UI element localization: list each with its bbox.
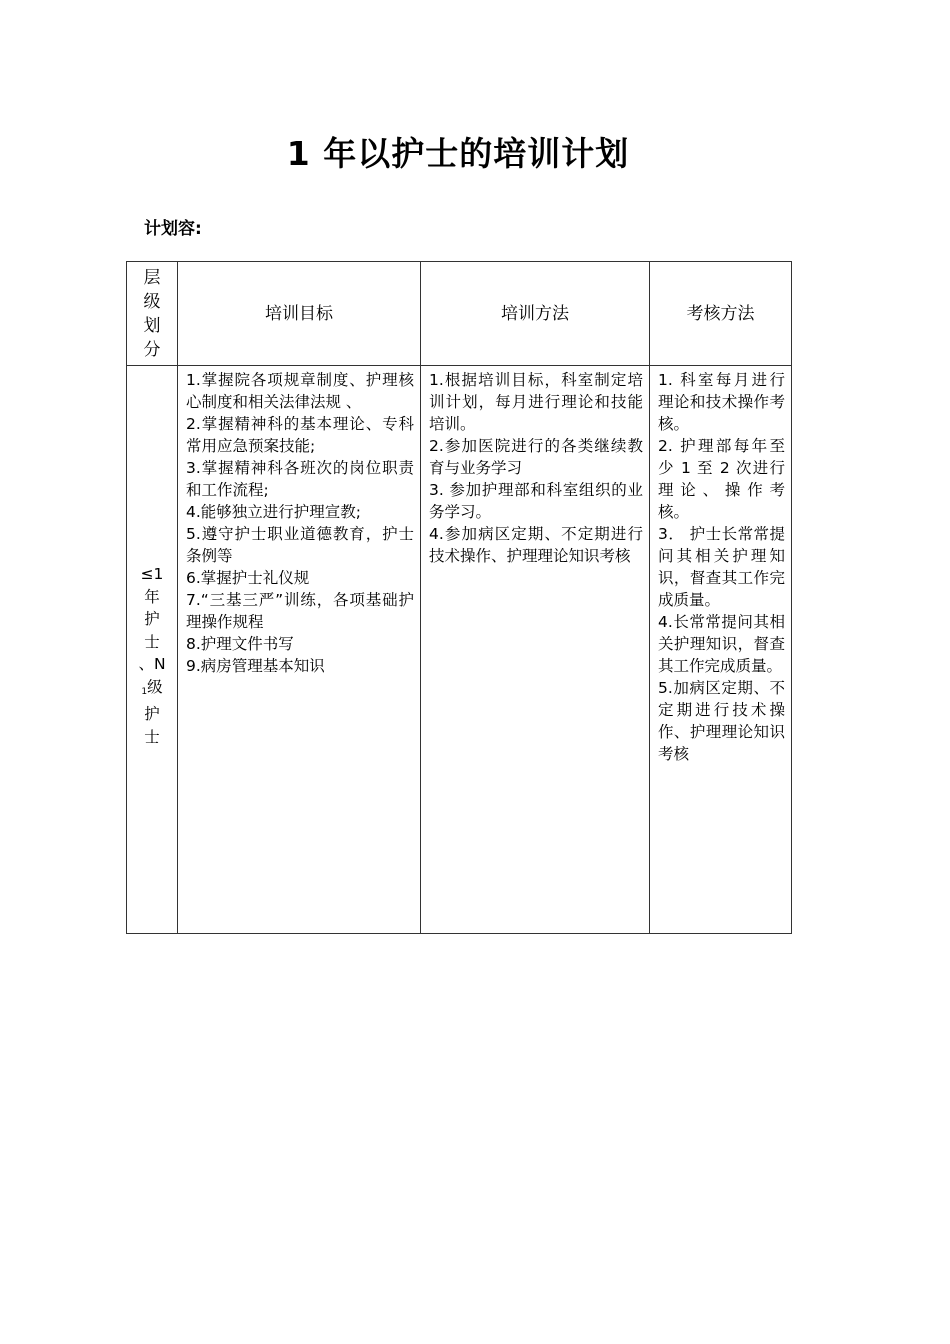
header-level-char: 划 <box>143 315 161 336</box>
goal-item: 8.护理文件书写 <box>186 635 294 653</box>
header-level-char: 级 <box>143 291 161 312</box>
level-subscript: 1 <box>141 686 148 697</box>
level-text <box>127 563 177 748</box>
assessments-list <box>650 366 791 765</box>
page-title: 1 年以护士的培训计划 <box>286 134 630 173</box>
level-char: 士 <box>144 727 160 746</box>
goal-item: 1.掌握院各项规章制度、护理核心制度和相关法律法规 、 <box>186 371 414 411</box>
level-char: 护 <box>144 610 160 628</box>
assessment-item: 4.长常常提问其相关护理知识，督查其工作完成质量。 <box>658 613 785 675</box>
header-method: 培训方法 <box>421 262 650 366</box>
level-char: ≤1 <box>140 565 164 583</box>
method-item: 3. 参加护理部和科室组织的业务学习。 <box>429 481 643 521</box>
assessment-item: 3． 护士长常常提问其相关护理知识，督查其工作完成质量。 <box>658 525 785 609</box>
level-char: 级 <box>147 677 163 696</box>
level-char: 护 <box>144 705 160 723</box>
goal-item: 4.能够独立进行护理宣教; <box>186 503 362 521</box>
training-plan-table <box>126 261 792 934</box>
header-level-char: 分 <box>143 339 161 360</box>
goals-cell <box>178 366 421 934</box>
level-char-with-sub <box>127 676 177 704</box>
methods-list <box>421 366 649 567</box>
table-header-row <box>127 262 792 366</box>
goal-item: 7.“三基三严”训练，各项基础护理操作规程 <box>186 591 414 631</box>
level-char: 士 <box>144 632 160 651</box>
assessment-item: 2. 护理部每年至少 1 至 2 次进行理 论 、 操 作 考核。 <box>658 437 785 521</box>
level-cell <box>127 366 178 934</box>
goals-list <box>178 366 420 677</box>
header-goal: 培训目标 <box>178 262 421 366</box>
level-char: 、N <box>138 655 166 673</box>
assessment-item: 1. 科室每月进行理论和技术操作考核。 <box>658 371 785 433</box>
goal-item: 9.病房管理基本知识 <box>186 657 325 675</box>
goal-item: 6.掌握护士礼仪规 <box>186 569 310 587</box>
method-item: 1.根据培训目标，科室制定培训计划，每月进行理论和技能培训。 <box>429 371 643 433</box>
header-assessment: 考核方法 <box>650 262 792 366</box>
assessment-item: 5.加病区定期、不定期进行技术操作、护理理论知识考核 <box>658 679 785 763</box>
methods-cell <box>421 366 650 934</box>
header-level-text <box>127 266 177 362</box>
method-item: 4.参加病区定期、不定期进行技术操作、护理理论知识考核 <box>429 525 643 565</box>
header-level-char: 层 <box>143 267 161 288</box>
plan-content-label: 计划容: <box>144 219 202 239</box>
goal-item: 2.掌握精神科的基本理论、专科常用应急预案技能; <box>186 415 414 455</box>
goal-item: 5.遵守护士职业道德教育，护士条例等 <box>186 525 414 565</box>
method-item: 2.参加医院进行的各类继续教育与业务学习 <box>429 437 643 477</box>
level-char: 年 <box>144 587 160 606</box>
assessments-cell <box>650 366 792 934</box>
header-level <box>127 262 178 366</box>
goal-item: 3.掌握精神科各班次的岗位职责和工作流程; <box>186 459 414 499</box>
table-row <box>127 366 792 934</box>
